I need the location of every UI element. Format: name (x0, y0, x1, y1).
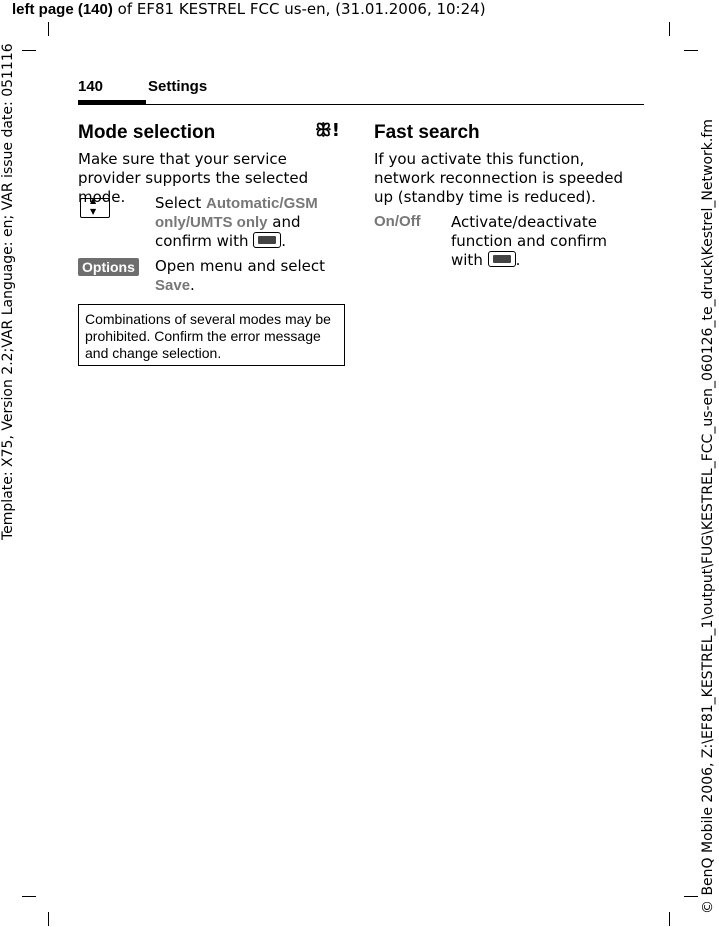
option-gsm-only: GSM only (155, 195, 318, 231)
option-automatic: Automatic (206, 195, 280, 212)
period: . (190, 276, 195, 294)
crop-mark (48, 912, 49, 926)
print-header (12, 0, 486, 18)
on-off-key: On/Off (374, 213, 421, 230)
ok-key-icon (253, 232, 281, 248)
activate-text: Activate/deactivate function and confirm with (451, 213, 607, 269)
page-number: 140 (78, 78, 104, 95)
fast-search-instruction (451, 213, 631, 270)
options-instruction (155, 257, 345, 295)
fast-search-heading: Fast search (374, 122, 480, 143)
print-header-rest: of EF81 KESTREL FCC us-en, (31.01.2006, 10:24) (112, 0, 486, 18)
period: . (515, 251, 521, 269)
confirm-text: and confirm with (155, 213, 301, 250)
header-rule (78, 104, 644, 105)
mode-select-instruction (155, 194, 345, 251)
mode-selection-intro: Make sure that your service provider supports the selected mode. (78, 150, 309, 206)
template-info (0, 0, 18, 540)
separator: / (279, 195, 284, 212)
crop-mark (684, 50, 698, 51)
copyright-path-text: © BenQ Mobile 2006, Z:\EF81_KESTREL_1\output\FUG\KESTREL_FCC_us-en_060126_te_druck\Kestrel_Network.fm (700, 119, 716, 914)
print-header-prefix: left page (140) (12, 1, 113, 18)
mode-selection-heading: Mode selection (78, 122, 216, 143)
crop-mark (684, 896, 698, 897)
separator: / (185, 214, 191, 231)
option-save: Save (155, 277, 191, 294)
open-menu-text: Open menu and select (155, 257, 326, 275)
note-box: Combinations of several modes may be prohibited. Confirm the error message and change selection. (78, 304, 345, 366)
crop-mark (669, 912, 670, 926)
page-title: Settings (148, 78, 208, 95)
period: . (281, 232, 287, 250)
nav-key-icon (80, 198, 110, 218)
crop-mark (669, 22, 670, 36)
network-warning-icon: ꕥ! (315, 120, 340, 141)
crop-mark (48, 22, 49, 36)
option-umts-only: UMTS only (190, 214, 268, 231)
crop-mark (22, 896, 36, 897)
template-info-text: Template: X75, Version 2.2;VAR Language: en; VAR issue date: 051116 (0, 43, 16, 540)
options-softkey: Options (78, 258, 139, 276)
fast-search-intro: If you activate this function, network reconnection is speeded up (standby time is reduced). (374, 150, 623, 206)
ok-key-icon (488, 251, 516, 267)
crop-mark (22, 50, 36, 51)
select-prefix: Select (155, 194, 207, 212)
